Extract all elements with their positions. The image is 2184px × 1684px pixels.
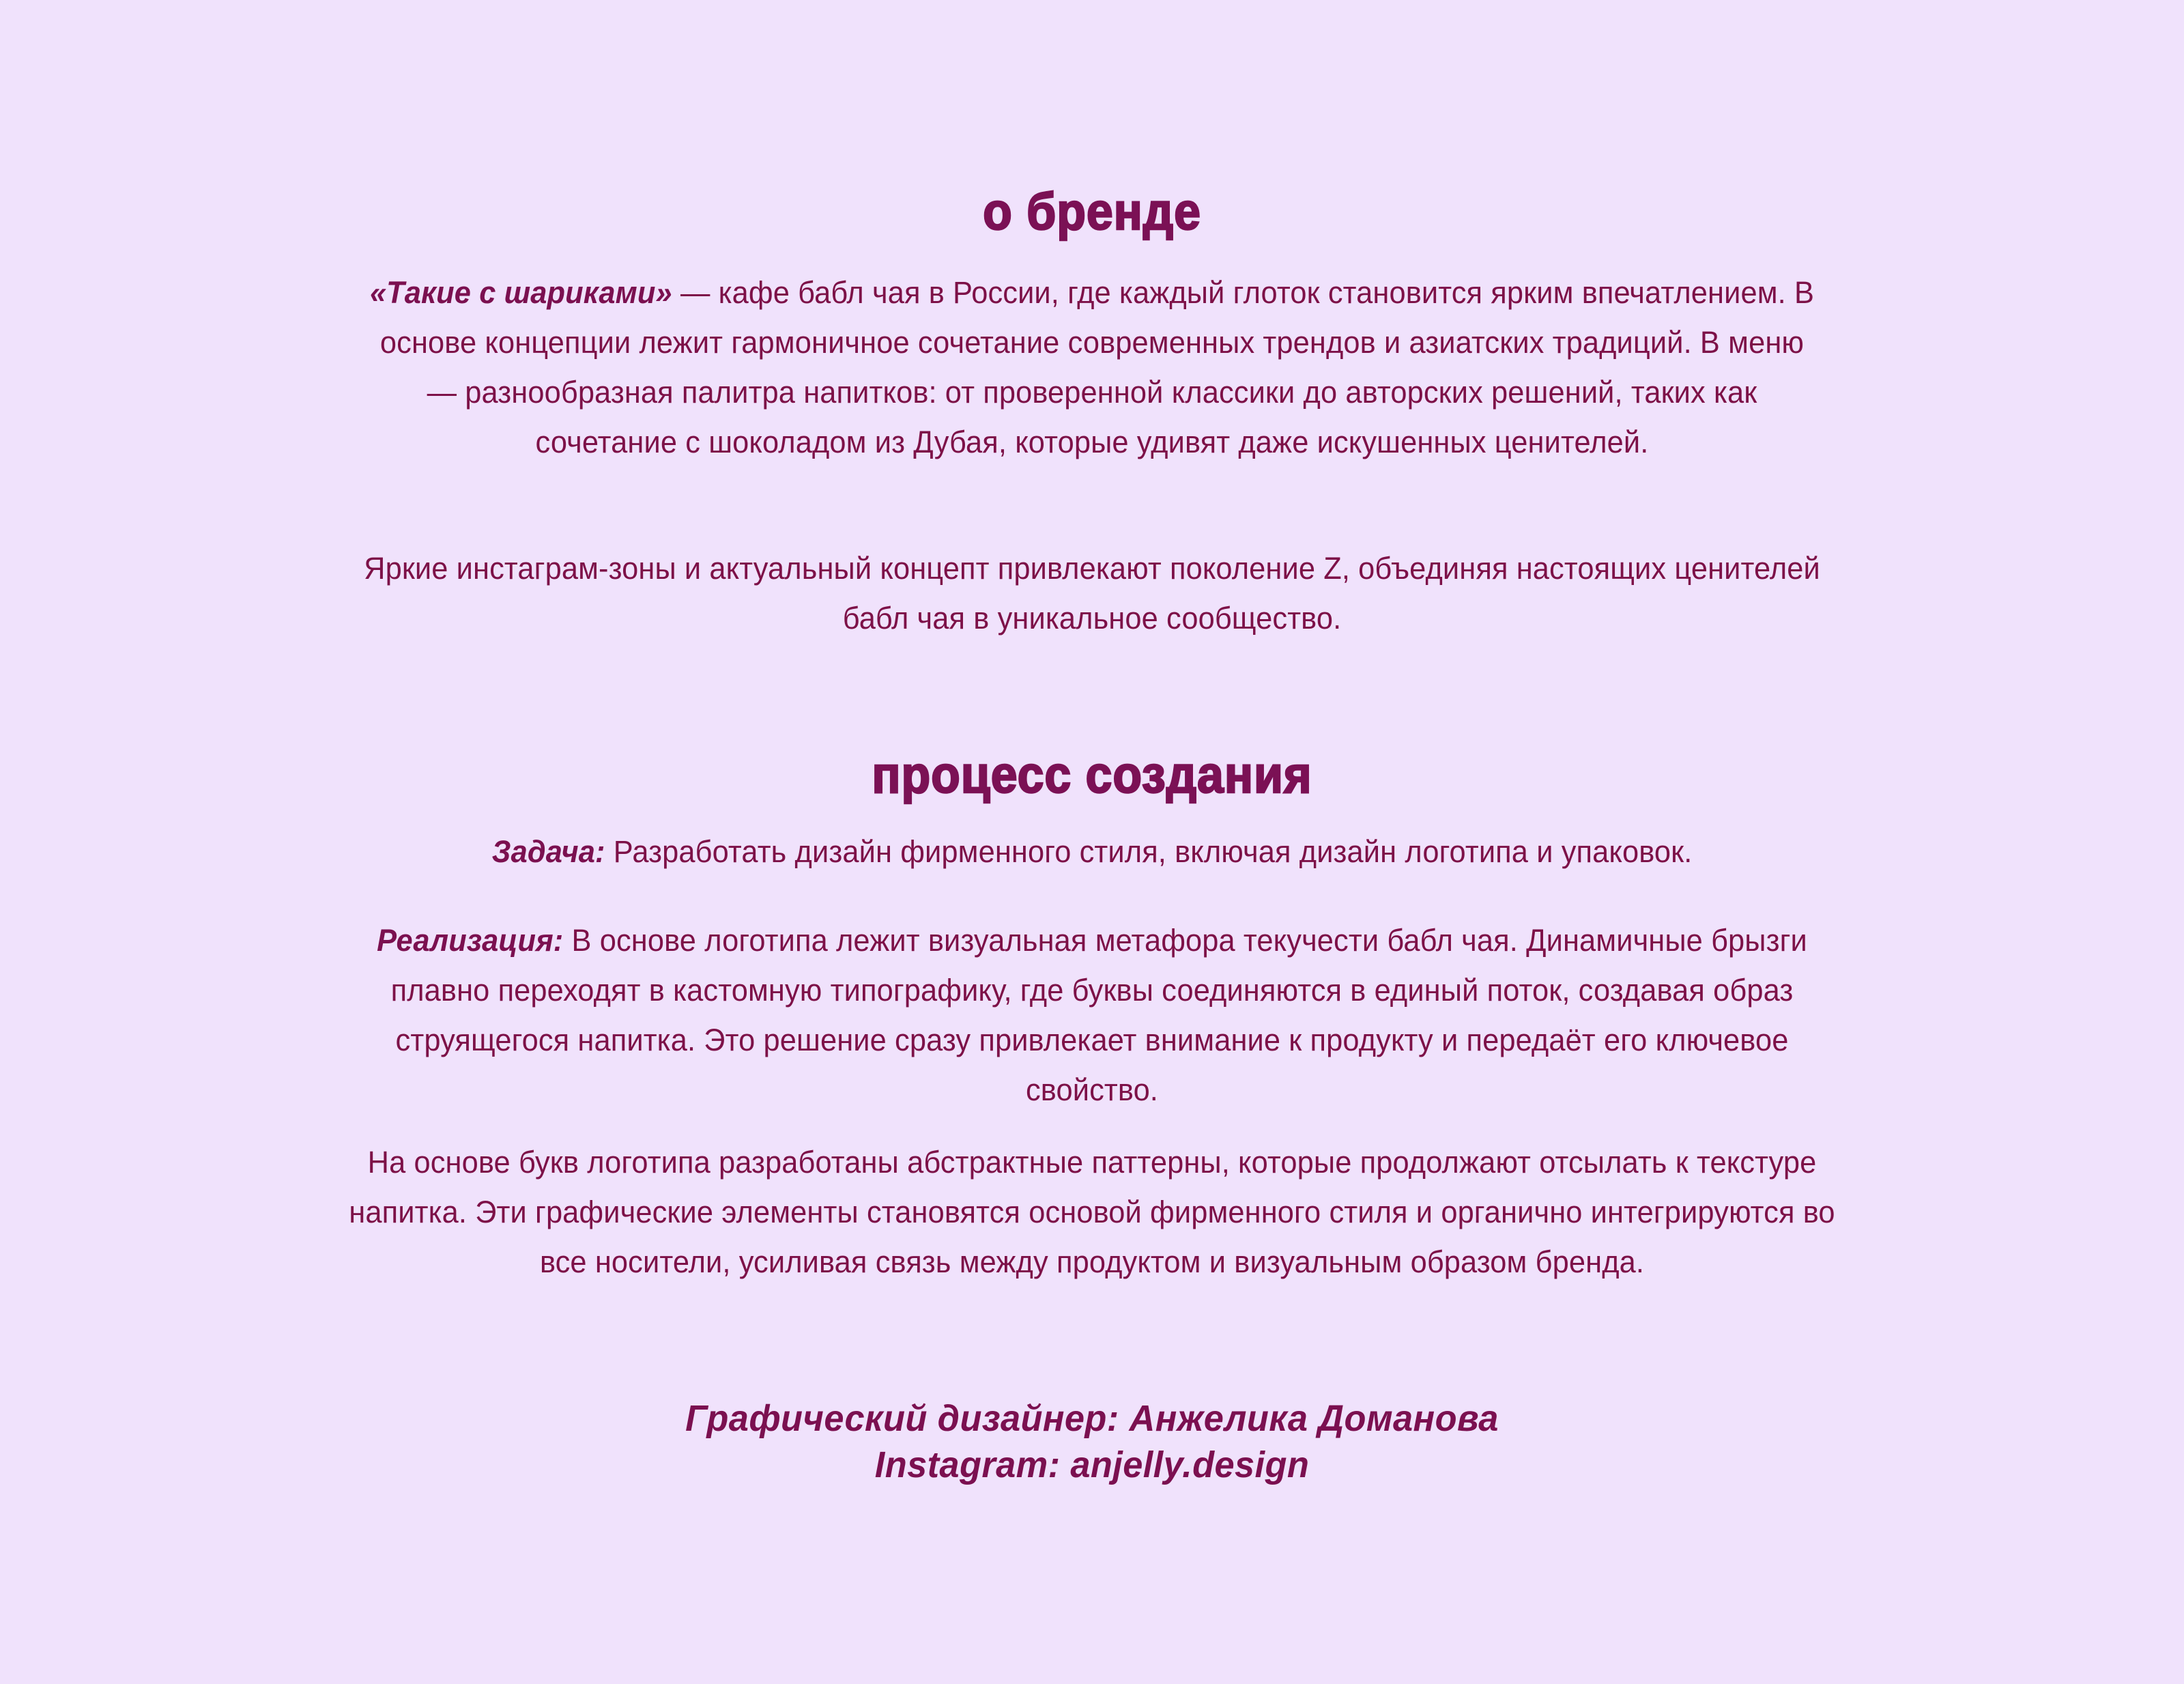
process-patterns-paragraph: На основе букв логотипа разработаны абстрактные паттерны, которые продолжают отсылать к текстуре напитка. Эти графические элементы становятся основой фирменного стиля и органично интегрируются во все носители, усиливая связь между продуктом и визуальным образом бренда. bbox=[349, 1145, 1835, 1279]
process-task-paragraph bbox=[368, 827, 1817, 877]
implementation-label: Реализация: bbox=[377, 923, 564, 958]
brand-name-emphasis: «Такие с шариками» bbox=[369, 275, 672, 310]
about-brand-paragraph-1-text: — кафе бабл чая в России, где каждый глоток становится ярким впечатлением. В основе концепции лежит гармоничное сочетание современных трендов и азиатских традиций. В меню — разнообразная палитра напитков: от проверенной классики до авторских решений, таких как сочетание с шоколадом из Дубая, которые удивят даже искушенных ценителей. bbox=[379, 275, 1815, 459]
section-heading-about-brand: о бренде bbox=[983, 182, 1201, 241]
task-text: Разработать дизайн фирменного стиля, включая дизайн логотипа и упаковок. bbox=[605, 834, 1693, 869]
about-brand-paragraph-1 bbox=[368, 268, 1817, 468]
task-label: Задача: bbox=[491, 834, 605, 869]
process-implementation-paragraph bbox=[348, 916, 1837, 1115]
credit-designer: Графический дизайнер: Анжелика Доманова bbox=[685, 1398, 1499, 1439]
section-heading-creation-process: процесс создания bbox=[872, 745, 1312, 804]
implementation-text: В основе логотипа лежит визуальная метафора текучести бабл чая. Динамичные брызги плавно переходят в кастомную типографику, где буквы соединяются в единый поток, создавая образ струящегося напитка. Это решение сразу привлекает внимание к продукту и передаёт его ключевое свойство. bbox=[390, 923, 1807, 1107]
credit-instagram-handle: Instagram: anjelly.design bbox=[874, 1444, 1310, 1485]
about-brand-paragraph-2: Яркие инстаграм-зоны и актуальный концепт привлекают поколение Z, объединяя настоящих ценителей бабл чая в уникальное сообщество. bbox=[364, 551, 1820, 636]
